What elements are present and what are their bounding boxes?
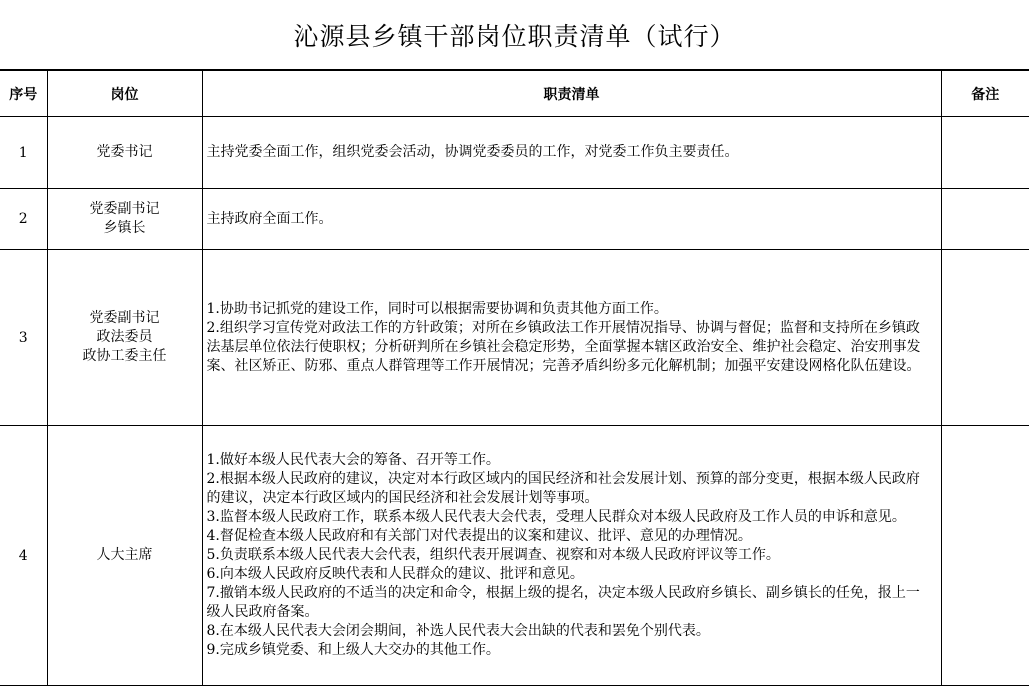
position-line: 政法委员 xyxy=(96,329,153,345)
document-title: 沁源县乡镇干部岗位职责清单（试行） xyxy=(0,0,1029,70)
duty-item: 主持党委全面工作，组织党委会活动，协调党委委员的工作，对党委工作负主要责任。 xyxy=(206,144,739,160)
row-index: 4 xyxy=(0,426,47,686)
table-row xyxy=(0,189,1029,250)
duty-item: 2.根据本级人民政府的建议，决定对本行政区域内的国民经济和社会发展计划、预算的部分变更，根据本级人民政府的建议，决定本行政区域内的国民经济和社会发展计划等事项。 xyxy=(206,471,920,506)
header-position: 岗位 xyxy=(47,71,202,117)
position-line: 乡镇长 xyxy=(103,220,146,236)
duty-item: 8.在本级人民代表大会闭会期间，补选人民代表大会出缺的代表和罢免个别代表。 xyxy=(206,623,710,639)
table-row xyxy=(0,250,1029,426)
row-remark xyxy=(941,426,1029,686)
row-position xyxy=(47,117,202,189)
duty-item: 1.做好本级人民代表大会的筹备、召开等工作。 xyxy=(206,452,500,468)
duty-item: 7.撤销本级人民政府的不适当的决定和命令，根据上级的提名，决定本级人民政府乡镇长、副乡镇长的任免，报上一级人民政府备案。 xyxy=(206,585,920,620)
position-line: 人大主席 xyxy=(96,547,153,563)
row-duties xyxy=(202,426,941,686)
row-duties xyxy=(202,189,941,250)
row-remark xyxy=(941,189,1029,250)
duty-item: 9.完成乡镇党委、和上级人大交办的其他工作。 xyxy=(206,642,500,658)
table-row xyxy=(0,426,1029,686)
header-row xyxy=(0,71,1029,117)
duty-item: 4.督促检查本级人民政府和有关部门对代表提出的议案和建议、批评、意见的办理情况。 xyxy=(206,528,752,544)
position-line: 党委副书记 xyxy=(89,201,160,217)
row-index: 1 xyxy=(0,117,47,189)
row-position xyxy=(47,189,202,250)
duty-item: 主持政府全面工作。 xyxy=(206,210,333,227)
row-duties xyxy=(202,117,941,189)
row-remark xyxy=(941,117,1029,189)
duty-table xyxy=(0,70,1029,686)
duty-item: 5.负责联系本级人民代表大会代表，组织代表开展调查、视察和对本级人民政府评议等工作。 xyxy=(206,547,780,563)
row-remark xyxy=(941,250,1029,426)
row-duties xyxy=(202,250,941,426)
duty-item: 6.向本级人民政府反映代表和人民群众的建议、批评和意见。 xyxy=(206,566,584,582)
row-position xyxy=(47,250,202,426)
table-row xyxy=(0,117,1029,189)
duty-item: 3.监督本级人民政府工作，联系本级人民代表大会代表，受理人民群众对本级人民政府及工作人员的申诉和意见。 xyxy=(206,509,906,525)
duty-item: 2.组织学习宣传党对政法工作的方针政策；对所在乡镇政法工作开展情况指导、协调与督促；监督和支持所在乡镇政法基层单位依法行使职权；分析研判所在乡镇社会稳定形势，全面掌握本辖区政治安全、维护社会稳定、治安刑事发案、社区矫正、防邪、重点人群管理等工作开展情况；完善矛盾纠纷多元化解机制；加强平安建设网格化队伍建设。 xyxy=(206,319,921,374)
row-index: 2 xyxy=(0,189,47,250)
position-line: 党委书记 xyxy=(96,144,153,160)
position-line: 政协工委主任 xyxy=(82,348,167,364)
duty-item: 1.协助书记抓党的建设工作，同时可以根据需要协调和负责其他方面工作。 xyxy=(206,300,668,317)
position-line: 党委副书记 xyxy=(89,310,160,326)
row-index: 3 xyxy=(0,250,47,426)
header-remarks: 备注 xyxy=(941,71,1029,117)
header-duties: 职责清单 xyxy=(202,71,941,117)
row-position xyxy=(47,426,202,686)
header-index: 序号 xyxy=(0,71,47,117)
